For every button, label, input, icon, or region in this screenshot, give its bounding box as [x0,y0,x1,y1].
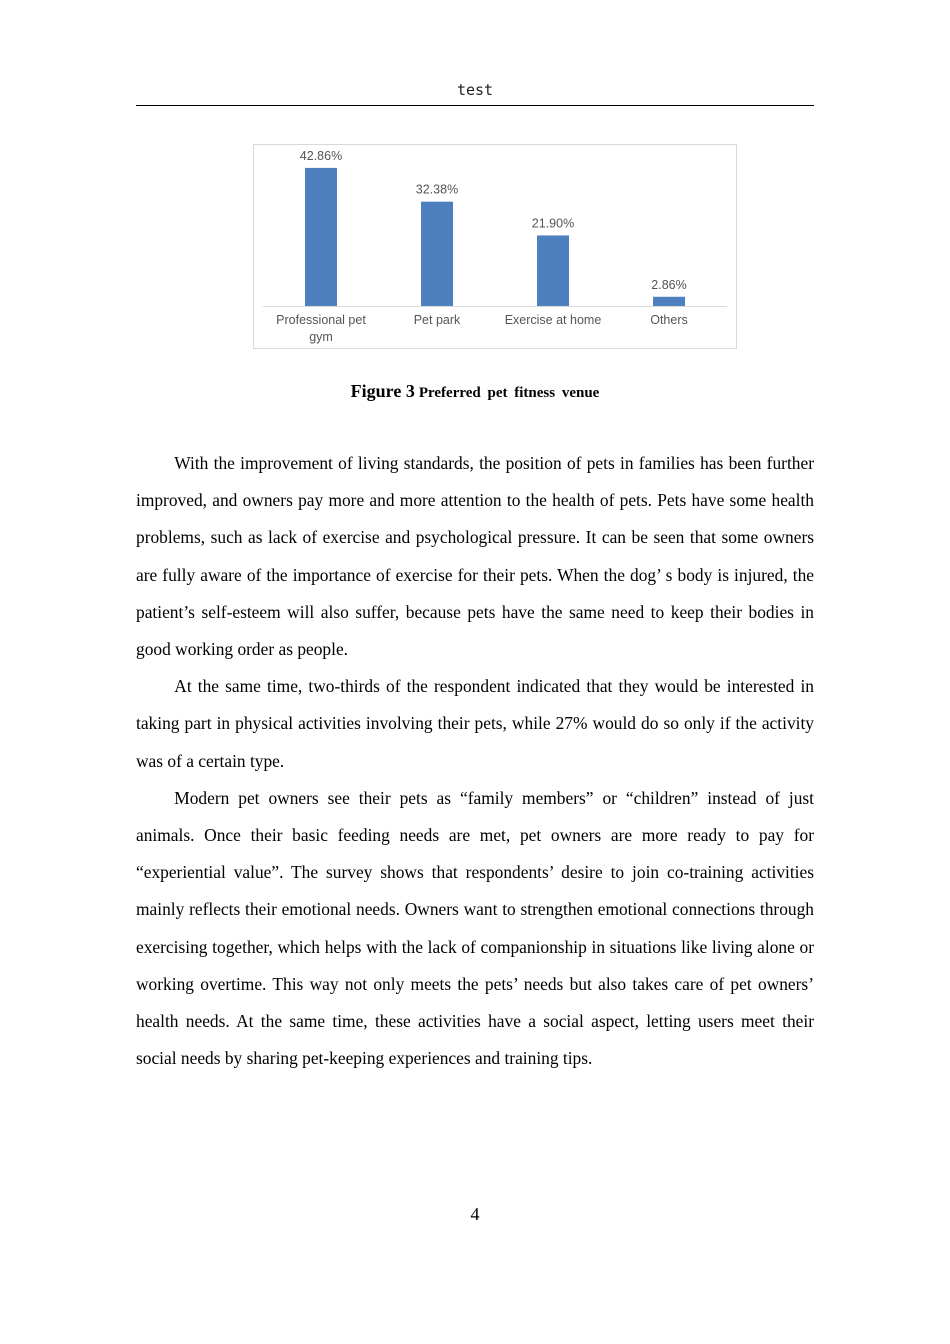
data-label-1: 42.86% [299,148,343,163]
paragraph-1: With the improvement of living standards, the position of pets in families has been further improved, and owners pay more and more attention to the health of pets. Pets have some health problems, such as lack of exercise and psychological pressure. It can be seen that some owners are fully aware of the importance of exercise for their pets. When the dog’ s body is injured, the patient’s self-esteem will also suffer, because pets have the same need to keep their bodies in good working order as people. [136,453,814,660]
body-text [136,445,814,1077]
data-label-3: 21.90% [531,216,575,231]
figure-number: Figure 3 [350,381,415,401]
figure-title: Preferred pet fitness venue [418,385,600,401]
x-tick-label-4: Others [650,313,688,327]
running-header: test [456,81,494,99]
paragraph-3: Modern pet owners see their pets as “family members” or “children” instead of just animals. Once their basic feeding needs are met, pet owners are more ready to pay for “experiential value”. The survey shows that respondents’ desire to join co-training activities mainly reflects their emotional needs. Owners want to strengthen emotional connections through exercising together, which helps with the lack of companionship in situations like living alone or working overtime. This way not only meets the pets’ needs but also takes care of pet owners’ health needs. At the same time, these activities have a social aspect, letting users meet their social needs by sharing pet-keeping experiences and training tips. [136,787,814,1069]
bar-chart [254,145,736,348]
figure-caption [136,381,814,402]
header-divider [136,105,814,106]
bar-2 [421,202,453,306]
paragraph-2: At the same time, two-thirds of the respondent indicated that they would be interested in taking part in physical activities involving their pets, while 27% would do so only if the activity was of a certain type. [136,676,814,771]
x-tick-label-1: Professional pet gym [276,313,366,344]
data-label-2: 32.38% [415,182,459,197]
x-tick-label-2: Pet park [413,313,461,327]
x-tick-label-3: Exercise at home [504,313,602,327]
page-number: 4 [470,1204,480,1224]
bar-chart-frame [253,144,737,349]
bar-1 [305,168,337,306]
bar-3 [537,235,569,306]
bar-4 [653,297,685,306]
data-label-4: 2.86% [651,277,687,292]
